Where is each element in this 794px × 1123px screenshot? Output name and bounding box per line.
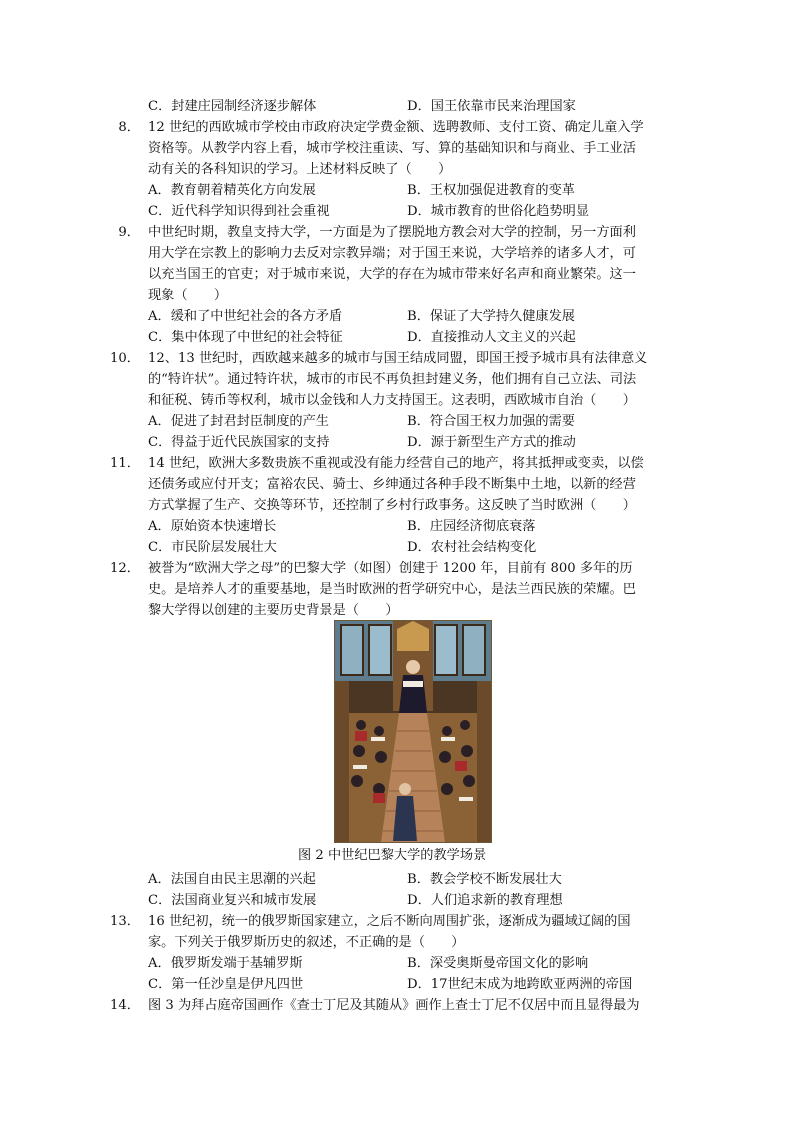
q8-option-d[interactable]: D．城市教育的世俗化趋势明显 xyxy=(407,204,590,219)
q9-number: 9． xyxy=(118,225,140,240)
q8-stem-line: 资格等。从教学内容上看，城市学校注重读、写、算的基础知识和与商业、手工业活 xyxy=(148,141,636,156)
q13-option-a[interactable]: A．俄罗斯发端于基辅罗斯 xyxy=(148,956,303,971)
q11-stem-line: 方式掌握了生产、交换等环节，还控制了乡村行政事务。这反映了当时欧洲（ ） xyxy=(148,498,636,513)
q13-number: 13． xyxy=(110,914,140,929)
q12-stem-line: 史。是培养人才的重要基地，是当时欧洲的哲学研究中心，是法兰西民族的荣耀。巴 xyxy=(148,582,636,597)
q9-stem-line: 现象（ ） xyxy=(148,288,228,303)
q11-option-d[interactable]: D．农村社会结构变化 xyxy=(407,540,537,555)
q11-option-b[interactable]: B．庄园经济彻底衰落 xyxy=(407,519,536,534)
q11-option-a[interactable]: A．原始资本快速增长 xyxy=(148,519,277,534)
q13-stem-line: 家。下列关于俄罗斯历史的叙述，不正确的是（ ） xyxy=(148,935,465,950)
q14-number: 14． xyxy=(110,998,140,1013)
q12-number: 12． xyxy=(110,561,140,576)
q10-option-a[interactable]: A．促进了封君封臣制度的产生 xyxy=(148,414,329,429)
q9-stem-line: 以充当国王的官吏；对于城市来说，大学的存在为城市带来好名声和商业繁荣。这一 xyxy=(148,267,636,282)
q13-option-d[interactable]: D．17世纪末成为地跨欧亚两洲的帝国 xyxy=(407,977,633,992)
q11-number: 11． xyxy=(110,456,140,471)
q7-option-d[interactable]: D．国王依靠市民来治理国家 xyxy=(407,99,576,114)
q9-stem-line: 中世纪时期，教皇支持大学，一方面是为了摆脱地方教会对大学的控制，另一方面利 xyxy=(148,225,636,240)
q9-stem-line: 用大学在宗教上的影响力去反对宗教异端；对于国王来说，大学培养的诸多人才，可 xyxy=(148,246,636,261)
q11-stem-line: 14 世纪，欧洲大多数贵族不重视或没有能力经营自己的地产，将其抵押或变卖，以偿 xyxy=(148,456,644,471)
q8-stem-line: 12 世纪的西欧城市学校由市政府决定学费金额、选聘教师、支付工资、确定儿童入学 xyxy=(148,120,644,135)
q8-option-b[interactable]: B．王权加强促进教育的变革 xyxy=(407,183,575,198)
q11-stem-line: 还债务或应付开支；富裕农民、骑士、乡绅通过各种手段不断集中土地，以新的经营 xyxy=(148,477,636,492)
q10-option-b[interactable]: B．符合国王权力加强的需要 xyxy=(407,414,575,429)
q10-number: 10． xyxy=(110,351,140,366)
q10-stem-line: 12、13 世纪时，西欧越来越多的城市与国王结成同盟，即国王授予城市具有法律意义 xyxy=(148,351,648,366)
q13-option-c[interactable]: C．第一任沙皇是伊凡四世 xyxy=(148,977,304,992)
q8-option-c[interactable]: C．近代科学知识得到社会重视 xyxy=(148,204,330,219)
q12-option-b[interactable]: B．教会学校不断发展壮大 xyxy=(407,872,562,887)
q10-stem-line: 的“特许状”。通过特许状，城市的市民不再负担封建义务，他们拥有自己立法、司法 xyxy=(148,372,637,387)
q12-option-d[interactable]: D．人们追求新的教育理想 xyxy=(407,893,563,908)
q12-stem-line: 黎大学得以创建的主要历史背景是（ ） xyxy=(148,603,399,618)
q10-option-c[interactable]: C．得益于近代民族国家的支持 xyxy=(148,435,330,450)
q8-option-a[interactable]: A．教育朝着精英化方向发展 xyxy=(148,183,316,198)
medieval-lecture-illustration xyxy=(335,621,491,842)
figure-caption: 图 2 中世纪巴黎大学的教学场景 xyxy=(298,848,487,863)
q8-stem-line: 动有关的各科知识的学习。上述材料反映了（ ） xyxy=(148,162,452,177)
q11-option-c[interactable]: C．市民阶层发展壮大 xyxy=(148,540,277,555)
paris-university-figure xyxy=(334,620,492,843)
q9-option-b[interactable]: B．保证了大学持久健康发展 xyxy=(407,309,575,324)
q8-number: 8． xyxy=(118,120,140,135)
q7-option-c[interactable]: C．封建庄园制经济逐步解体 xyxy=(148,99,317,114)
q9-option-c[interactable]: C．集中体现了中世纪的社会特征 xyxy=(148,330,343,345)
q9-option-d[interactable]: D．直接推动人文主义的兴起 xyxy=(407,330,576,345)
q13-stem-line: 16 世纪初，统一的俄罗斯国家建立，之后不断向周围扩张，逐渐成为疆域辽阔的国 xyxy=(148,914,631,929)
q12-option-c[interactable]: C．法国商业复兴和城市发展 xyxy=(148,893,317,908)
q13-option-b[interactable]: B．深受奥斯曼帝国文化的影响 xyxy=(407,956,589,971)
q14-stem-line: 图 3 为拜占庭帝国画作《查士丁尼及其随从》画作上查士丁尼不仅居中而且显得最为 xyxy=(148,998,640,1013)
q9-option-a[interactable]: A．缓和了中世纪社会的各方矛盾 xyxy=(148,309,343,324)
q12-option-a[interactable]: A．法国自由民主思潮的兴起 xyxy=(148,872,316,887)
q10-option-d[interactable]: D．源于新型生产方式的推动 xyxy=(407,435,576,450)
q10-stem-line: 和征税、铸币等权利，城市以金钱和人力支持国王。这表明，西欧城市自治（ ） xyxy=(148,393,636,408)
q12-stem-line: 被誉为“欧洲大学之母”的巴黎大学（如图）创建于 1200 年，目前有 800 多年的历 xyxy=(148,561,633,576)
